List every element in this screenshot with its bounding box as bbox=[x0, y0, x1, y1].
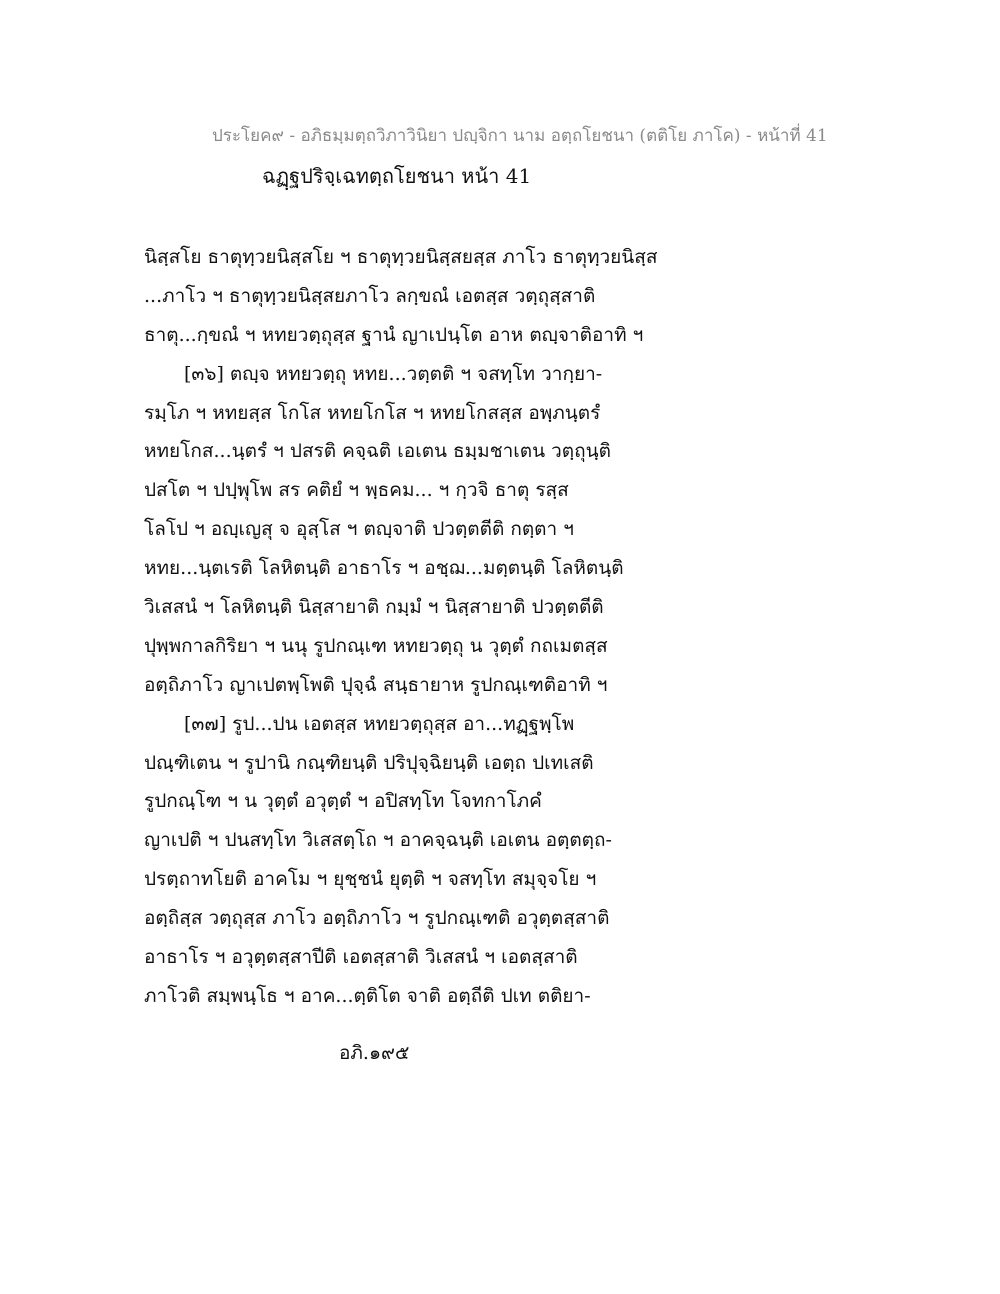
text-line: รมฺโภ ฯ หทยสฺส โกโส หทยโกโส ฯ หทยโกสสฺส อพฺภนฺตรํ bbox=[144, 401, 601, 424]
paragraph-start-line: [๓๗] รูป...ปน เอตสฺส หทยวตฺถุสฺส อา...ทฏฺฐพฺโพ bbox=[184, 712, 575, 735]
paragraph-start-line: [๓๖] ตญฺจ หทยวตฺถุ หทย...วตฺตติ ฯ จสทฺโท วากฺยา- bbox=[184, 362, 603, 385]
text-line: ปรตฺถาทโยติ อาคโม ฯ ยุชฺชนํ ยุตฺติ ฯ จสทฺโท สมุจฺจโย ฯ bbox=[144, 868, 597, 891]
text-line: ...ภาโว ฯ ธาตุทฺวยนิสฺสยภาโว ลกฺขณํ เอตสฺส วตฺถุสฺสาติ bbox=[144, 284, 596, 307]
text-line: อตฺถิสฺส วตฺถุสฺส ภาโว อตฺถิภาโว ฯ รูปกณฺเฑติ อวุตฺตสฺสาติ bbox=[144, 907, 610, 930]
text-line: อาธาโร ฯ อวุตฺตสฺสาปีติ เอตสฺสาติ วิเสสนํ ฯ เอตสฺสาติ bbox=[144, 946, 578, 969]
text-line: ภาโวติ สมฺพนฺโธ ฯ อาค...ตฺติโต จาติ อตฺถีติ ปเท ตติยา- bbox=[144, 984, 591, 1007]
body-text bbox=[144, 238, 664, 1016]
text-line: ธาตุ...กฺขณํ ฯ หทยวตฺถุสฺส ฐานํ ญาเปนฺโต อาห ตญฺจาติอาทิ ฯ bbox=[144, 323, 644, 346]
text-line: โลโป ฯ อญฺเญสุ จ อุสฺโส ฯ ตญฺจาติ ปวตฺตตีติ กตฺตา ฯ bbox=[144, 518, 574, 541]
text-line: วิเสสนํ ฯ โลหิตนฺติ นิสฺสายาติ กมฺมํ ฯ นิสฺสายาติ ปวตฺตตีติ bbox=[144, 596, 604, 619]
text-line: หทยโกส...นฺตรํ ฯ ปสรติ คจฺฉติ เอเตน ธมฺมชาเตน วตฺถุนฺติ bbox=[144, 440, 611, 463]
text-line: นิสฺสโย ธาตุทฺวยนิสฺสโย ฯ ธาตุทฺวยนิสฺสยสฺส ภาโว ธาตุทฺวยนิสฺส bbox=[144, 246, 658, 268]
running-header: ประโยค๙ - อภิธมฺมตฺถวิภาวินิยา ปญฺจิกา นาม อตฺถโยชนา (ตติโย ภาโค) - หน้าที่ 41 bbox=[212, 126, 828, 146]
text-line: อตฺถิภาโว ญาเปตพฺโพติ ปุจฺฉํ สนฺธายาห รูปกณฺเฑติอาทิ ฯ bbox=[144, 673, 608, 696]
text-line: ปุพฺพกาลกิริยา ฯ นนุ รูปกณฺเฑ หทยวตฺถุ น วุตฺตํ กถเมตสฺส bbox=[144, 634, 608, 657]
text-line: หทย...นฺตเรติ โลหิตนฺติ อาธาโร ฯ อชฺฌ...มตฺตนฺติ โลหิตนฺติ bbox=[144, 557, 624, 580]
text-line: ญาเปติ ฯ ปนสทฺโท วิเสสตฺโถ ฯ อาคจฺฉนฺติ เอเตน อตฺตตฺถ- bbox=[144, 829, 612, 852]
text-line: รูปกณฺโฑ ฯ น วุตฺตํ อวุตฺตํ ฯ อปิสทฺโท โจทกาโภคํ bbox=[144, 790, 542, 813]
page-marker: อภิ.๑๙๕ bbox=[339, 1042, 410, 1064]
text-line: ปสโต ฯ ปปฺพุโพ สร คติยํ ฯ พฺธคม... ฯ กฺวจิ ธาตุ รสฺส bbox=[144, 479, 569, 502]
text-line: ปณฺฑิเตน ฯ รูปานิ กณฺฑิยนฺติ ปริปุจฺฉิยนฺติ เอตฺถ ปเทเสติ bbox=[144, 751, 594, 774]
section-subheading: ฉฏฺฐปริจฺเฉทตฺถโยชนา หน้า 41 bbox=[262, 164, 532, 188]
